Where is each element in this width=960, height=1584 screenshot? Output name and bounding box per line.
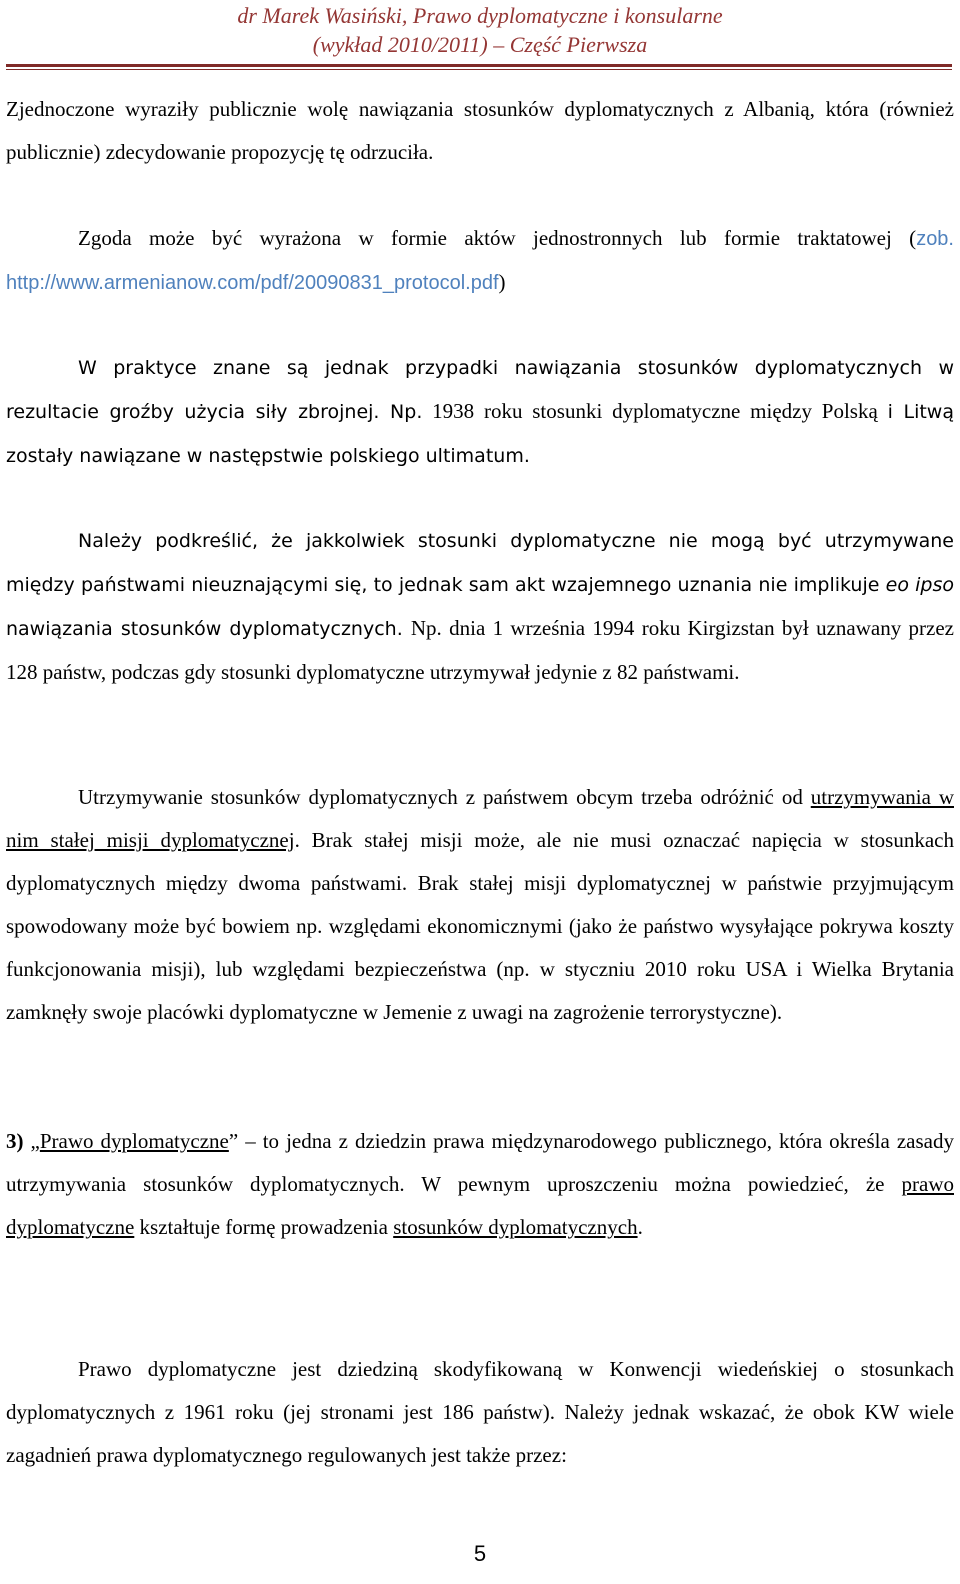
header-course-info: (wykład 2010/2011) – Część Pierwsza — [312, 32, 648, 57]
paragraph-text: ) — [498, 270, 506, 294]
header-author-title: dr Marek Wasiński, Prawo dyplomatyczne i konsularne — [237, 3, 723, 28]
paragraph-text: kształtuje formę prowadzenia — [134, 1215, 394, 1239]
paragraph-vienna-convention — [6, 1348, 954, 1477]
paragraph-permanent-mission — [6, 776, 954, 1034]
paragraph-text: . — [637, 1215, 643, 1239]
paragraph-consent-forms — [6, 217, 954, 305]
underlined-phrase: stosunków dyplomatycznych — [393, 1215, 638, 1239]
header-divider — [6, 64, 952, 67]
page-number: 5 — [473, 1541, 487, 1566]
paragraph-latin-phrase: eo ipso — [885, 574, 954, 596]
paragraph-albania — [6, 88, 954, 174]
quote-mark: „ — [23, 1129, 40, 1153]
paragraph-text: Zgoda może być wyrażona w formie aktów jednostronnych lub formie traktatowej ( — [78, 226, 917, 250]
paragraph-text: Zjednoczone wyraziły publicznie wolę nawiązania stosunków dyplomatycznych z Albanią, która (również publicznie) zdecydowanie propozycję tę odrzuciła. — [6, 97, 954, 164]
paragraph-text-sans: i Litwą zostały nawiązane w następstwie polskiego ultimatum. — [6, 401, 954, 467]
paragraph-text-sans: Należy podkreślić, że jakkolwiek stosunki dyplomatyczne nie mogą być utrzymywane między państwami nieuznającymi się, to jednak sam akt wzajemnego uznania nie implikuje — [6, 530, 954, 596]
defined-term: Prawo dyplomatyczne — [39, 1129, 229, 1153]
paragraph-recognition — [6, 519, 954, 694]
paragraph-text: 1938 roku stosunki dyplomatyczne między Polską — [422, 399, 888, 423]
header-divider-thin — [6, 69, 952, 70]
paragraph-text: . Brak stałej misji może, ale nie musi oznaczać napięcia w stosunkach dyplomatycznych między dwoma państwami. Brak stałej misji dyplomatycznej w państwie przyjmującym spowodowany może być bowiem np. względami ekonomicznymi (jako że państwo wysyłające pokrywa koszty funkcjonowania misji), lub względami bezpieczeństwa (np. w styczniu 2010 roku USA i Wielka Brytania zamknęły swoje placówki dyplomatyczne w Jemenie z uwagi na zagrożenie terrorystyczne). — [6, 828, 954, 1024]
page-header — [0, 0, 960, 64]
section-number: 3) — [6, 1129, 24, 1153]
underlined-phrase: prawo dyplomatyczne — [6, 1172, 954, 1239]
paragraph-threat-of-force — [6, 346, 954, 478]
paragraph-text-sans: W praktyce znane są jednak przypadki nawiązania stosunków dyplomatycznych w rezultacie groźby użycia siły zbrojnej. Np. — [6, 357, 954, 423]
paragraph-text: Np. dnia 1 września 1994 roku Kirgizstan był uznawany przez 128 państw, podczas gdy stosunki dyplomatyczne utrzymywał jedynie z 82 państwami. — [6, 616, 954, 684]
paragraph-text-sans: nawiązania stosunków dyplomatycznych. — [6, 618, 411, 640]
paragraph-text: Utrzymywanie stosunków dyplomatycznych z państwem obcym trzeba odróżnić od — [78, 785, 811, 809]
protocol-link[interactable]: zob. http://www.armenianow.com/pdf/20090831_protocol.pdf — [6, 228, 954, 294]
paragraph-text: ” – to jedna z dziedzin prawa międzynarodowego publicznego, która określa zasady utrzymywania stosunków dyplomatycznych. W pewnym uproszczeniu można powiedzieć, że — [6, 1129, 954, 1196]
paragraph-diplomatic-law — [6, 1120, 954, 1249]
paragraph-text: Prawo dyplomatyczne jest dziedziną skodyfikowaną w Konwencji wiedeńskiej o stosunkach dyplomatycznych z 1961 roku (jej stronami jest 186 państw). Należy jednak wskazać, że obok KW wiele zagadnień prawa dyplomatycznego regulowanych jest także przez: — [6, 1357, 954, 1467]
underlined-phrase: utrzymywania w nim stałej misji dyplomatycznej — [6, 785, 954, 852]
